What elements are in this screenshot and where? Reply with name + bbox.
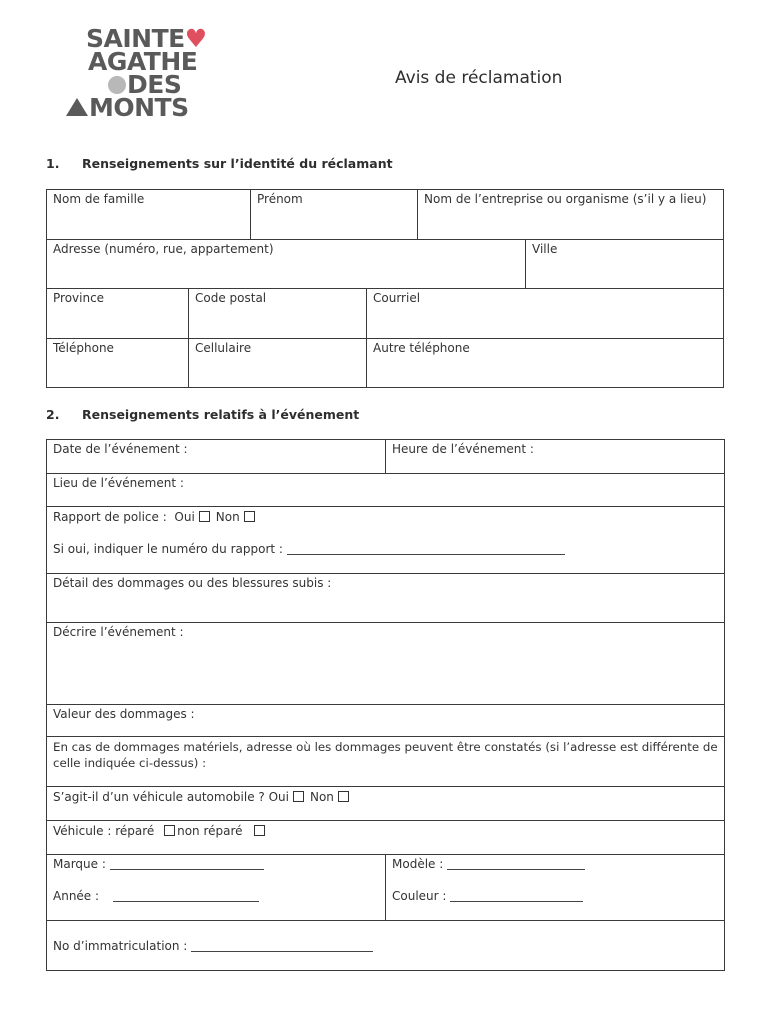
valeur-field[interactable]: Valeur des dommages : <box>53 707 195 721</box>
row-divider <box>46 920 725 921</box>
section2-title: Renseignements relatifs à l’événement <box>82 407 360 422</box>
immatriculation-row <box>53 939 373 954</box>
row-divider <box>46 288 724 289</box>
non-repare-label: non réparé <box>177 824 243 838</box>
lieu-field[interactable]: Lieu de l’événement : <box>53 476 184 490</box>
adresse-dommages-line2[interactable]: celle indiquée ci-dessus) : <box>53 756 207 770</box>
col-divider <box>385 439 386 473</box>
logo <box>64 26 214 120</box>
repare-checkbox[interactable] <box>164 825 175 836</box>
modele-label: Modèle : <box>392 857 444 871</box>
col-divider <box>366 288 367 388</box>
cellulaire-field[interactable]: Cellulaire <box>195 341 252 355</box>
autre-telephone-field[interactable]: Autre téléphone <box>373 341 470 355</box>
row-divider <box>46 573 725 574</box>
row-divider <box>46 506 725 507</box>
triangle-icon <box>66 98 88 116</box>
heure-field[interactable]: Heure de l’événement : <box>392 442 534 456</box>
col-divider <box>188 288 189 388</box>
annee-row <box>53 889 259 904</box>
document-title: Avis de réclamation <box>395 68 563 88</box>
logo-line4: MONTS <box>89 93 189 122</box>
row-divider <box>46 736 725 737</box>
adresse-field[interactable]: Adresse (numéro, rue, appartement) <box>53 242 274 256</box>
rapport-police-row <box>53 510 261 525</box>
marque-row <box>53 857 264 872</box>
immatriculation-input[interactable] <box>191 939 373 952</box>
logo-line2: AGATHE <box>88 47 198 76</box>
row-divider <box>46 704 725 705</box>
date-field[interactable]: Date de l’événement : <box>53 442 188 456</box>
province-field[interactable]: Province <box>53 291 105 305</box>
vehicule-auto-row <box>53 790 355 805</box>
couleur-label: Couleur : <box>392 889 447 903</box>
adresse-dommages-line1: En cas de dommages matériels, adresse où les dommages peuvent être constatés (si l’adresse est différente de <box>53 740 718 754</box>
col-divider <box>250 189 251 239</box>
marque-label: Marque : <box>53 857 106 871</box>
entreprise-field[interactable]: Nom de l’entreprise ou organisme (s’il y a lieu) <box>424 192 707 206</box>
row-divider <box>46 473 725 474</box>
vehicule-etat-row <box>53 824 271 839</box>
numero-rapport-row <box>53 542 565 557</box>
section2-number: 2. <box>46 407 60 422</box>
oui-label: Oui <box>174 510 195 524</box>
vehicule-auto-label: S’agit-il d’un véhicule automobile ? <box>53 790 265 804</box>
section1-title: Renseignements sur l’identité du réclamant <box>82 156 393 171</box>
non-checkbox[interactable] <box>244 511 255 522</box>
annee-input[interactable] <box>113 889 259 902</box>
numero-rapport-label: Si oui, indiquer le numéro du rapport : <box>53 542 283 556</box>
logo-line1: SAINTE <box>86 24 185 53</box>
modele-input[interactable] <box>447 857 585 870</box>
col-divider <box>385 854 386 920</box>
col-divider <box>525 239 526 288</box>
circle-icon <box>108 76 126 94</box>
prenom-field[interactable]: Prénom <box>257 192 303 206</box>
col-divider <box>417 189 418 239</box>
annee-label: Année : <box>53 889 100 903</box>
detail-field[interactable]: Détail des dommages ou des blessures subis : <box>53 576 332 590</box>
decrire-field[interactable]: Décrire l’événement : <box>53 625 184 639</box>
couleur-row <box>392 889 583 904</box>
oui-checkbox[interactable] <box>293 791 304 802</box>
oui-label: Oui <box>268 790 289 804</box>
telephone-field[interactable]: Téléphone <box>53 341 114 355</box>
non-label: Non <box>215 510 240 524</box>
row-divider <box>46 622 725 623</box>
logo-line3: DES <box>127 70 182 99</box>
oui-checkbox[interactable] <box>199 511 210 522</box>
row-divider <box>46 820 725 821</box>
numero-rapport-input[interactable] <box>287 542 565 555</box>
row-divider <box>46 786 725 787</box>
modele-row <box>392 857 585 872</box>
couleur-input[interactable] <box>450 889 583 902</box>
non-repare-checkbox[interactable] <box>254 825 265 836</box>
row-divider <box>46 239 724 240</box>
heart-icon: ♥ <box>184 24 207 53</box>
non-checkbox[interactable] <box>338 791 349 802</box>
ville-field[interactable]: Ville <box>532 242 558 256</box>
courriel-field[interactable]: Courriel <box>373 291 421 305</box>
immatriculation-label: No d’immatriculation : <box>53 939 188 953</box>
nom-famille-field[interactable]: Nom de famille <box>53 192 145 206</box>
marque-input[interactable] <box>110 857 264 870</box>
non-label: Non <box>309 790 334 804</box>
rapport-police-label: Rapport de police : <box>53 510 167 524</box>
row-divider <box>46 338 724 339</box>
repare-label: Véhicule : réparé <box>53 824 155 838</box>
section1-number: 1. <box>46 156 60 171</box>
code-postal-field[interactable]: Code postal <box>195 291 267 305</box>
